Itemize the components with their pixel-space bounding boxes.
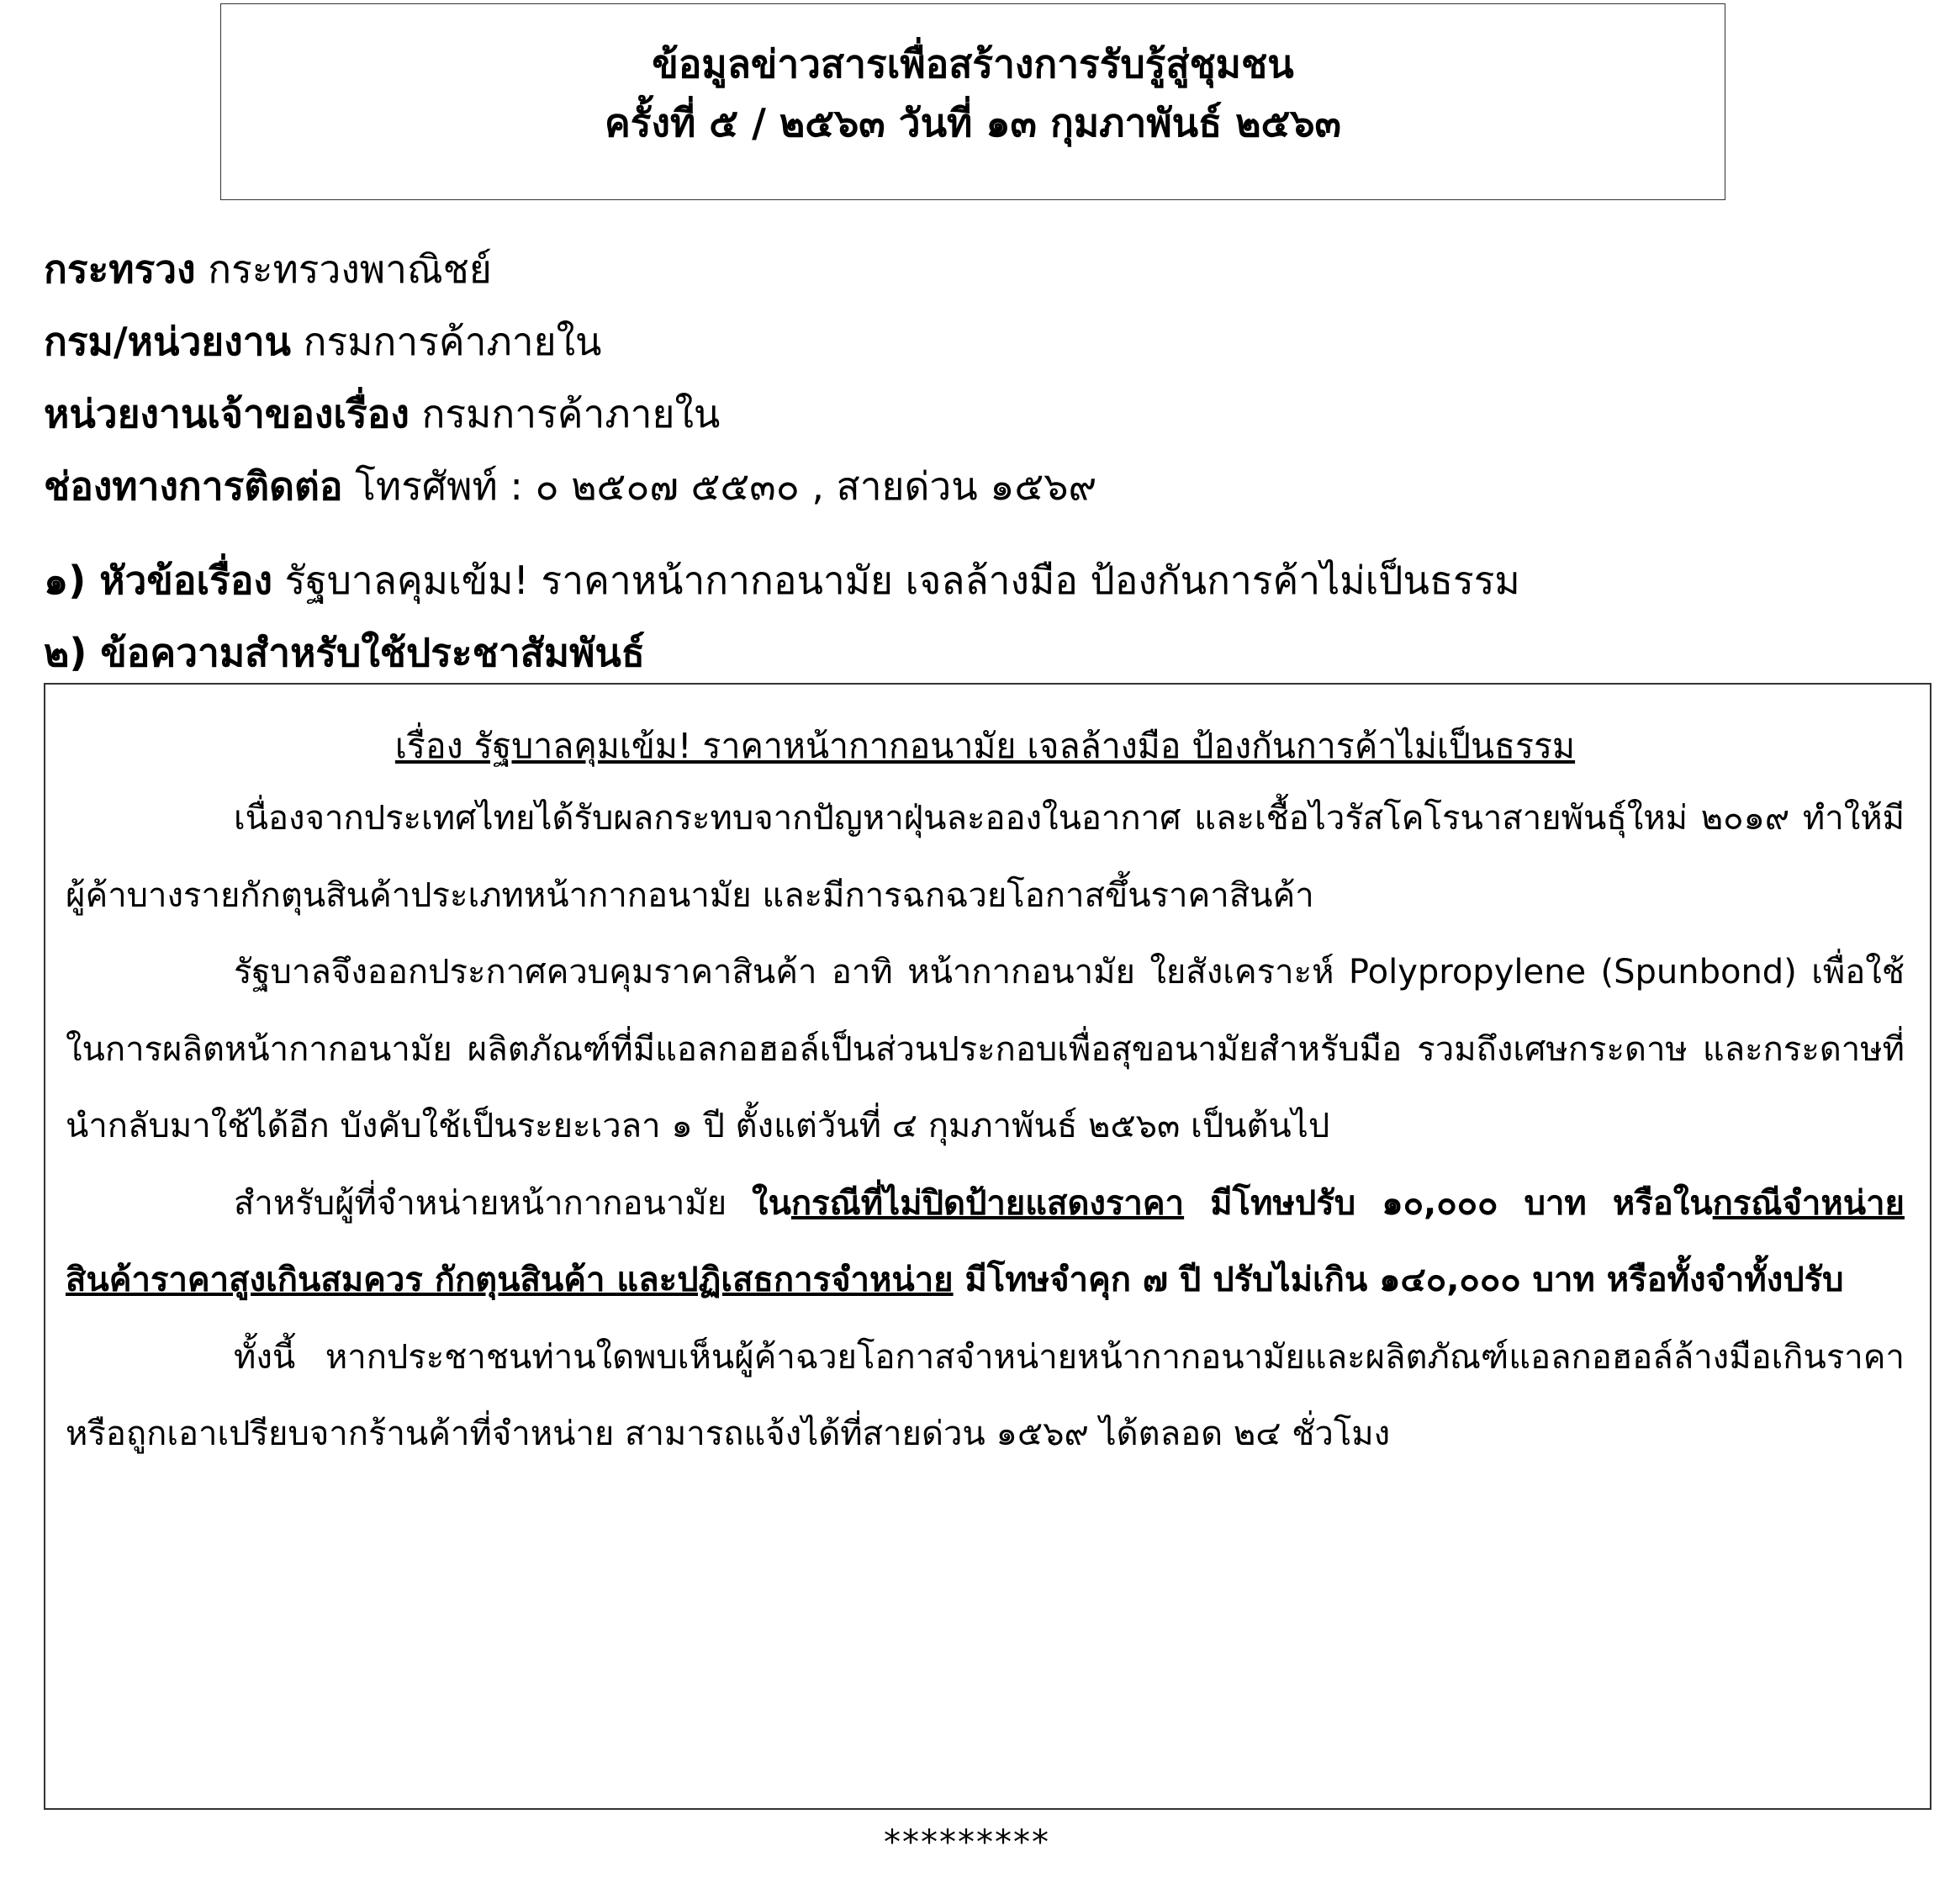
pr-label: ๒) ข้อความสำหรับใช้ประชาสัมพันธ์ bbox=[44, 630, 645, 675]
meta-ministry bbox=[44, 244, 492, 294]
para3-fine: มีโทษปรับ ๑๐,๐๐๐ บาท หรือใน bbox=[1184, 1183, 1713, 1223]
story-paragraph-2: รัฐบาลจึงออกประกาศควบคุมราคาสินค้า อาทิ หน้ากากอนามัย ใยสังเคราะห์ Polypropylene (Spunbond) เพื่อใช้ในการผลิตหน้ากากอนามัย ผลิตภัณฑ์ที่มีแอลกอฮอล์เป็นส่วนประกอบเพื่อสุขอนามัยสำหรับมือ รวมถึงเศษกระดาษ และกระดาษที่นำกลับมาใช้ได้อีก บังคับใช้เป็นระยะเวลา ๑ ปี ตั้งแต่วันที่ ๔ กุมภาพันธ์ ๒๕๖๓ เป็นต้นไป bbox=[66, 953, 1905, 1145]
topic-label: ๑) หัวข้อเรื่อง bbox=[44, 558, 272, 603]
para3-in: ใน bbox=[752, 1183, 791, 1223]
meta-contact bbox=[44, 461, 1096, 511]
story-paragraph-1: เนื่องจากประเทศไทยได้รับผลกระทบจากปัญหาฝุ่นละอองในอากาศ และเชื้อไวรัสโคโรนาสายพันธุ์ใหม่ ๒๐๑๙ ทำให้มีผู้ค้าบางรายกักตุนสินค้าประเภทหน้ากากอนามัย และมีการฉกฉวยโอกาสขึ้นราคาสินค้า bbox=[66, 799, 1905, 915]
para3-penalty: มีโทษจำคุก ๗ ปี ปรับไม่เกิน ๑๔๐,๐๐๐ บาท หรือทั้งจำทั้งปรับ bbox=[953, 1261, 1844, 1299]
para3-case-no-price-tag: กรณีที่ไม่ปิดป้ายแสดงราคา bbox=[790, 1183, 1185, 1223]
contact-value: โทรศัพท์ : ๐ ๒๕๐๗ ๕๕๓๐ , สายด่วน ๑๕๖๙ bbox=[355, 463, 1097, 509]
ministry-label: กระทรวง bbox=[44, 246, 196, 292]
pr-content-box bbox=[44, 683, 1931, 1810]
header-title-line2: ครั้งที่ ๕ / ๒๕๖๓ วันที่ ๑๓ กุมภาพันธ์ ๒๕๖๓ bbox=[605, 100, 1341, 145]
contact-label: ช่องทางการติดต่อ bbox=[44, 463, 343, 509]
para3-case-overpricing: กรณีจำหน่ายสินค้าราคาสูงเกินสมควร กักตุนสินค้า และปฏิเสธการจำหน่าย bbox=[66, 1183, 1905, 1299]
footer-stars: ********* bbox=[884, 1823, 1050, 1862]
header-box bbox=[220, 3, 1725, 200]
department-label: กรม/หน่วยงาน bbox=[44, 319, 291, 364]
para3-intro: สำหรับผู้ที่จำหน่ายหน้ากากอนามัย bbox=[234, 1183, 753, 1223]
owner-value: กรมการค้าภายใน bbox=[421, 391, 721, 436]
pr-heading bbox=[44, 627, 645, 678]
topic-line bbox=[44, 555, 1520, 606]
story-paragraph-4: ทั้งนี้ หากประชาชนท่านใดพบเห็นผู้ค้าฉวยโอกาสจำหน่ายหน้ากากอนามัยและผลิตภัณฑ์แอลกอฮอล์ล้างมือเกินราคา หรือถูกเอาเปรียบจากร้านค้าที่จำหน่าย สามารถแจ้งได้ที่สายด่วน ๑๕๖๙ ได้ตลอด ๒๔ ชั่วโมง bbox=[66, 1337, 1905, 1453]
department-value: กรมการค้าภายใน bbox=[303, 319, 602, 364]
owner-label: หน่วยงานเจ้าของเรื่อง bbox=[44, 391, 410, 436]
meta-owner bbox=[44, 389, 720, 439]
topic-value: รัฐบาลคุมเข้ม! ราคาหน้ากากอนามัย เจลล้างมือ ป้องกันการค้าไม่เป็นธรรม bbox=[284, 558, 1520, 603]
story-paragraph-3 bbox=[66, 1166, 1905, 1320]
meta-department bbox=[44, 316, 601, 367]
story-title: เรื่อง รัฐบาลคุมเข้ม! ราคาหน้ากากอนามัย เจลล้างมือ ป้องกันการค้าไม่เป็นธรรม bbox=[394, 726, 1576, 766]
ministry-value: กระทรวงพาณิชย์ bbox=[208, 246, 492, 292]
header-title-line1: ข้อมูลข่าวสารเพื่อสร้างการรับรู้สู่ชุมชน bbox=[652, 41, 1294, 87]
